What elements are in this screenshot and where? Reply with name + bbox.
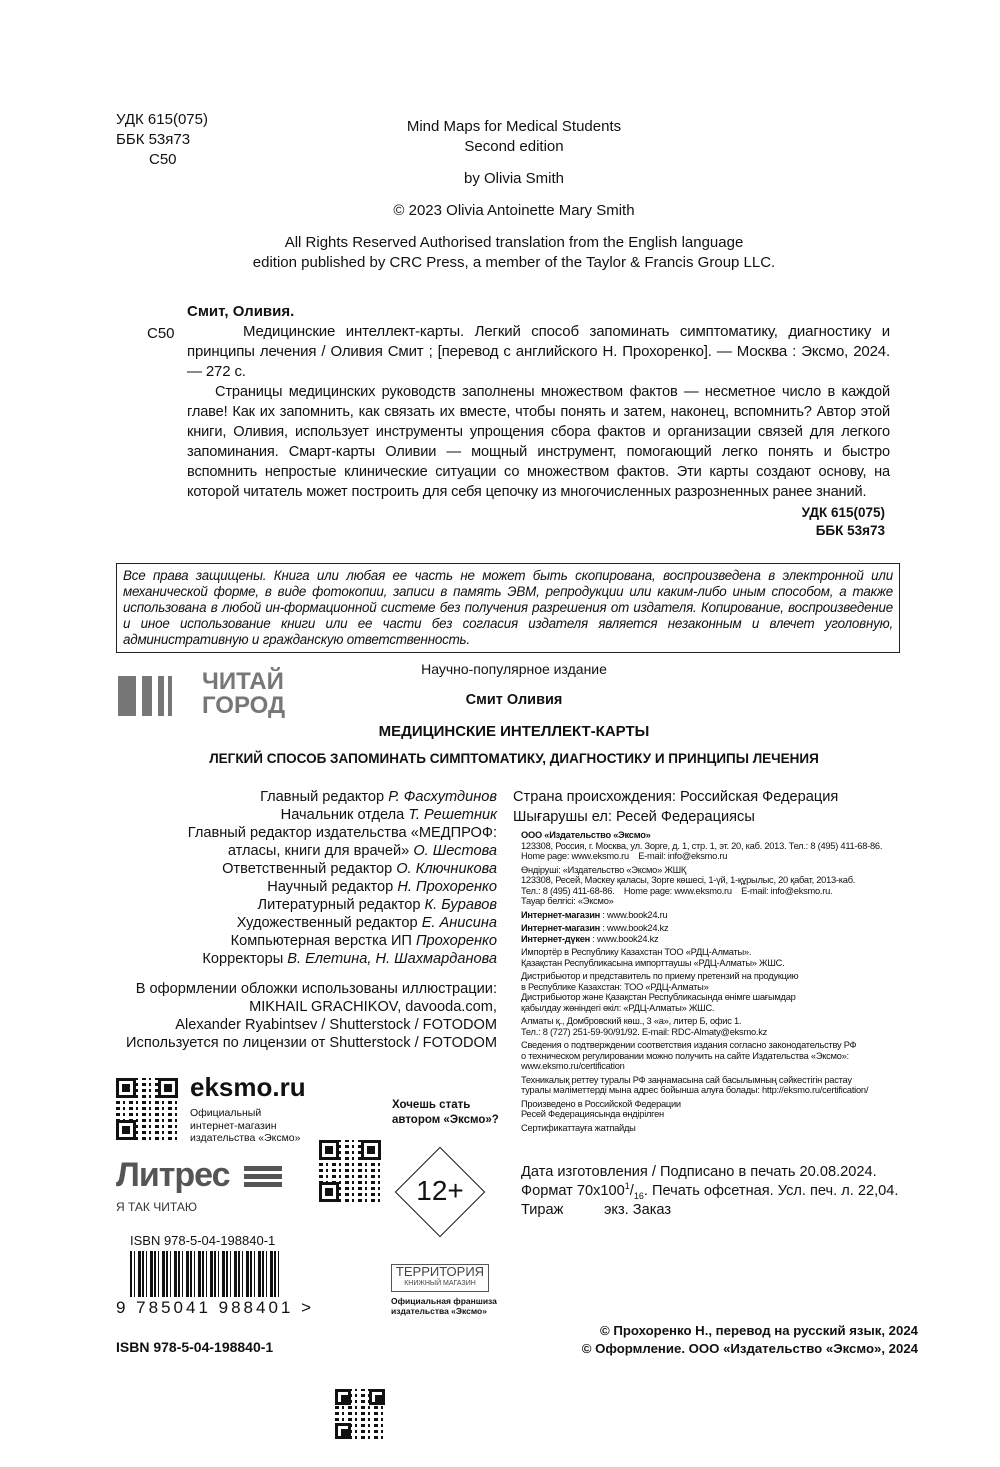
- origin-ru: Страна происхождения: Российская Федерация: [513, 789, 839, 805]
- editor-line: [100, 896, 497, 914]
- copyrights: [520, 1322, 918, 1358]
- copyright-translation: © Прохоренко Н., перевод на русский язык, 2024: [599, 1323, 918, 1338]
- chitai-gorod-word-2: ГОРОД: [202, 692, 286, 719]
- catalog-codes-bottom: [187, 504, 890, 540]
- original-edition-info: [214, 117, 814, 273]
- editor-line: [100, 842, 497, 860]
- franchise-line: Официальная франшиза: [391, 1296, 497, 1306]
- bbk-bottom: ББК 53я73: [815, 523, 885, 538]
- publisher-info: [521, 830, 941, 1136]
- editor-role: Ответственный редактор: [222, 861, 397, 877]
- format-sub: 16: [633, 1190, 644, 1201]
- original-copyright: © 2023 Olivia Antoinette Mary Smith: [393, 202, 635, 219]
- editor-line: [100, 914, 497, 932]
- cta-line: Хочешь стать: [392, 1099, 471, 1111]
- eksmo-shop-desc: [190, 1107, 301, 1145]
- importer: Импортёр в Республику Казахстан ТОО «РДЦ-Алматы».: [521, 947, 752, 957]
- chitai-gorod-logo: [118, 668, 293, 720]
- certification-kz: Техникалық реттеу туралы РФ заңнамасына сай басылымның сәйкестігін растау: [521, 1074, 852, 1085]
- desc-line: Официальный: [190, 1107, 262, 1119]
- illustration-credit: MIKHAIL GRACHIKOV, davooda.com,: [249, 999, 497, 1015]
- print-run: Тираж экз. Заказ: [521, 1202, 672, 1218]
- litres-wordmark: Литрес: [116, 1156, 230, 1194]
- shop-url: : www.book24.kz: [600, 923, 669, 933]
- editor-line: [100, 806, 497, 824]
- barcode-digits: 9 785041 988401 >: [116, 1298, 315, 1317]
- publisher-web: Home page: www.eksmo.ru E-mail: info@eksmo.ru: [521, 851, 728, 861]
- isbn-bottom: ISBN 978-5-04-198840-1: [116, 1339, 274, 1355]
- isbn-top: ISBN 978-5-04-198840-1: [130, 1233, 276, 1248]
- publisher-kz: Тауар белгісі: «Эксмо»: [521, 896, 614, 906]
- editor-role: Главный редактор издательства «МЕДПРОФ:: [187, 825, 497, 841]
- editor-name: Н. Прохоренко: [397, 879, 497, 895]
- made-in: Ресей Федерациясында өндірілген: [521, 1109, 664, 1119]
- editor-line: [100, 932, 497, 950]
- editor-role: Компьютерная верстка ИП: [230, 933, 416, 949]
- editor-line: [100, 788, 497, 806]
- age-rating: 12+: [416, 1175, 464, 1206]
- litres-tagline: Я ТАК ЧИТАЮ: [116, 1200, 197, 1214]
- editor-name: О. Ключникова: [396, 861, 497, 877]
- franchise-line: издательства «Эксмо»: [391, 1306, 487, 1316]
- udk-bottom: УДК 615(075): [801, 505, 885, 520]
- origin-kz: Шығарушы ел: Ресей Федерациясы: [513, 809, 755, 825]
- print-date: Дата изготовления / Подписано в печать 20.08.2024.: [521, 1164, 877, 1180]
- editor-role: Главный редактор: [260, 789, 389, 805]
- publisher-name: ООО «Издательство «Эксмо»: [521, 830, 651, 840]
- print-format: Формат $70x100^1/_{16}$. Печать офсетная. Усл. печ. л. 22,04.: [521, 1181, 899, 1201]
- publisher-kz: Өндіруші: «Издательство «Эксмо» ЖШҚ: [521, 864, 687, 875]
- publisher-kz: Тел.: 8 (495) 411-68-86. Home page: www.eksmo.ru E-mail: info@eksmo.ru.: [521, 885, 833, 896]
- format-text: Формат 70x100: [521, 1183, 625, 1199]
- country-origin: [513, 787, 838, 827]
- editor-name: Е. Анисина: [421, 915, 497, 931]
- territoriya-name: ТЕРРИТОРИЯ: [395, 1264, 485, 1279]
- edition-type: Научно-популярное издание: [421, 661, 607, 677]
- edition-title: МЕДИЦИНСКИЕ ИНТЕЛЛЕКТ-КАРТЫ: [378, 723, 650, 740]
- qr-code-franchise: [335, 1389, 385, 1439]
- format-text: . Печать офсетная. Усл. печ. л. 22,04.: [643, 1183, 899, 1199]
- editor-role: Начальник отдела: [280, 807, 409, 823]
- shop-label: Интернет-магазин: [521, 923, 601, 933]
- print-info: [521, 1163, 898, 1220]
- territoriya-sub: КНИЖНЫЙ МАГАЗИН: [404, 1280, 476, 1287]
- illustration-credit: В оформлении обложки использованы иллюстрации:: [135, 981, 497, 997]
- editor-name: Т. Решетник: [408, 807, 497, 823]
- original-edition: Second edition: [464, 138, 564, 155]
- shop-url: : www.book24.kz: [590, 933, 659, 944]
- bbk-code: ББК 53я73: [116, 131, 191, 148]
- shop-label: Интернет-дүкен: [521, 933, 591, 944]
- editor-line: [100, 878, 497, 896]
- eksmo-site: eksmo.ru: [190, 1072, 306, 1102]
- author-mark: С50: [149, 151, 177, 168]
- publisher-kz: 123308, Ресей, Мәскеу қаласы, Зорге көшесі, 1-үй, 1-құрылыс, 20 қабат, 2013-каб.: [521, 875, 856, 885]
- illustration-credit: Используется по лицензии от Shutterstock / FOTODOM: [126, 1035, 497, 1051]
- barcode: [130, 1251, 280, 1297]
- editor-line: [100, 950, 497, 968]
- editors-list: [100, 788, 497, 968]
- editor-role: Литературный редактор: [257, 897, 425, 913]
- publisher-address: 123308, Россия, г. Москва, ул. Зорге, д. 1, стр. 1, эт. 20, каб. 2013. Тел.: 8 (495) 411-68-86.: [521, 840, 883, 851]
- rights-notice: Все права защищены. Книга или любая ее часть не может быть скопирована, воспроизведена в электронной или механической форме, в виде фотокопии, записи в память ЭВМ, репродукции или каким-либо иным способом, а также использована в любой ин-формационной системе без получения разрешения от издателя. Копирование, воспроизведение и иное использование книги или ее части без согласия издателя является незаконным и влечет уголовную, административную и гражданскую ответственность.: [116, 563, 900, 653]
- catalog-annotation: Страницы медицинских руководств заполнены множеством фактов — несметное число в каждой главе! Как их запомнить, как связать их вместе, чтобы понять и затем, наконец, вспомнить? Автор этой книги, Оливия, использует инструменты упрощения сбора фактов и организации связей для легкого запоминания. Смарт-карты Оливии — мощный инструмент, помогающий легко понять и быстро вспомнить непростые клинические ситуации со множеством фактов. Эти карты создают основу, на которой читатель может построить для себя цепочку из многочисленных разрозненных ранее знаний.: [187, 384, 890, 500]
- importer: Қазақстан Республикасына импорттаушы «РДЦ-Алматы» ЖШС.: [521, 957, 785, 968]
- certification-kz: туралы мәліметтерді мына адрес бойынша алуға болады: http://eksmo.ru/certification/: [521, 1085, 869, 1095]
- original-title: Mind Maps for Medical Students: [406, 118, 622, 135]
- editor-name: Прохоренко: [415, 933, 497, 949]
- copyright-design: © Оформление. ООО «Издательство «Эксмо», 2024: [581, 1341, 918, 1356]
- editor-role: атласы, книги для врачей»: [227, 843, 414, 859]
- desc-line: интернет-магазин: [190, 1119, 277, 1132]
- editor-name: К. Буравов: [424, 897, 497, 913]
- author-cta: [392, 1098, 499, 1128]
- edition-subtitle: ЛЕГКИЙ СПОСОБ ЗАПОМИНАТЬ СИМПТОМАТИКУ, ДИАГНОСТИКУ И ПРИНЦИПЫ ЛЕЧЕНИЯ: [209, 751, 819, 766]
- editor-line: [100, 860, 497, 878]
- qr-code-eksmo: [116, 1078, 178, 1140]
- certification: Сведения о подтверждении соответствия издания согласно законодательству РФ: [521, 1040, 857, 1050]
- editor-role: Научный редактор: [267, 879, 398, 895]
- distributor-address: Алматы қ., Домбровский көш., 3 «а», литер Б, офис 1.: [521, 1016, 742, 1026]
- original-rights-1: All Rights Reserved Authorised translation from the English language: [284, 234, 744, 251]
- franchise-note: [391, 1296, 497, 1316]
- shop-label: Интернет-магазин: [521, 909, 601, 920]
- illustration-credit: Alexander Ryabintsev / Shutterstock / FOTODOM: [175, 1017, 497, 1033]
- cta-line: автором «Эксмо»?: [392, 1114, 499, 1126]
- no-certification: Сертификаттауға жатпайды: [521, 1122, 636, 1133]
- udk-code: УДК 615(075): [116, 111, 208, 128]
- litres-logo: [116, 1155, 282, 1195]
- editor-name: Р. Фасхутдинов: [388, 789, 497, 805]
- catalog-code: С50: [147, 325, 175, 342]
- editor-name: В. Елетина, Н. Шахмарданова: [287, 951, 497, 967]
- format-sup: 1: [624, 1181, 630, 1192]
- territoriya-logo: [391, 1264, 489, 1292]
- distributor: Дистрибьютор и представитель по приему претензий на продукцию: [521, 971, 799, 981]
- desc-line: издательства «Эксмо»: [190, 1132, 301, 1144]
- editor-role: Художественный редактор: [236, 915, 422, 931]
- litres-menu-icon: [244, 1166, 282, 1188]
- distributor: қабылдау жөніндегі өкіл: «РДЦ-Алматы» ЖШС.: [521, 1002, 715, 1013]
- certification: о техническом регулировании можно получить на сайте Издательства «Эксмо»:: [521, 1050, 849, 1061]
- distributor: Дистрибьютор және Қазақстан Республикасында өнімге шағымдар: [521, 992, 796, 1002]
- illustration-credits: [60, 980, 497, 1052]
- editor-name: О. Шестова: [413, 843, 497, 859]
- catalog-author: Смит, Оливия.: [187, 303, 295, 320]
- catalog-description: Медицинские интеллект-карты. Легкий способ запоминать симптоматику, диагностику и принципы лечения / Оливия Смит ; [перевод с английского Н. Прохоренко]. — Москва : Эксмо, 2024. — 272 с.: [187, 323, 890, 380]
- original-author: by Olivia Smith: [463, 170, 565, 187]
- qr-code-author: [319, 1140, 381, 1202]
- editor-role: Корректоры: [202, 951, 288, 967]
- classification-codes: [116, 110, 208, 170]
- shop-url: : www.book24.ru: [600, 909, 668, 920]
- catalog-card: [187, 302, 890, 540]
- distributor-address: Тел.: 8 (727) 251-59-90/91/92. E-mail: RDC-Almaty@eksmo.kz: [521, 1026, 767, 1037]
- editor-line: [100, 824, 497, 842]
- distributor: в Республике Казахстан: ТОО «РДЦ-Алматы»: [521, 981, 709, 992]
- made-in: Произведено в Российской Федерации: [521, 1098, 681, 1109]
- edition-author: Смит Оливия: [465, 692, 563, 708]
- chitai-gorod-word-1: ЧИТАЙ: [202, 668, 284, 695]
- original-rights-2: edition published by CRC Press, a member of the Taylor & Francis Group LLC.: [252, 254, 776, 271]
- certification: www.eksmo.ru/certification: [521, 1061, 625, 1071]
